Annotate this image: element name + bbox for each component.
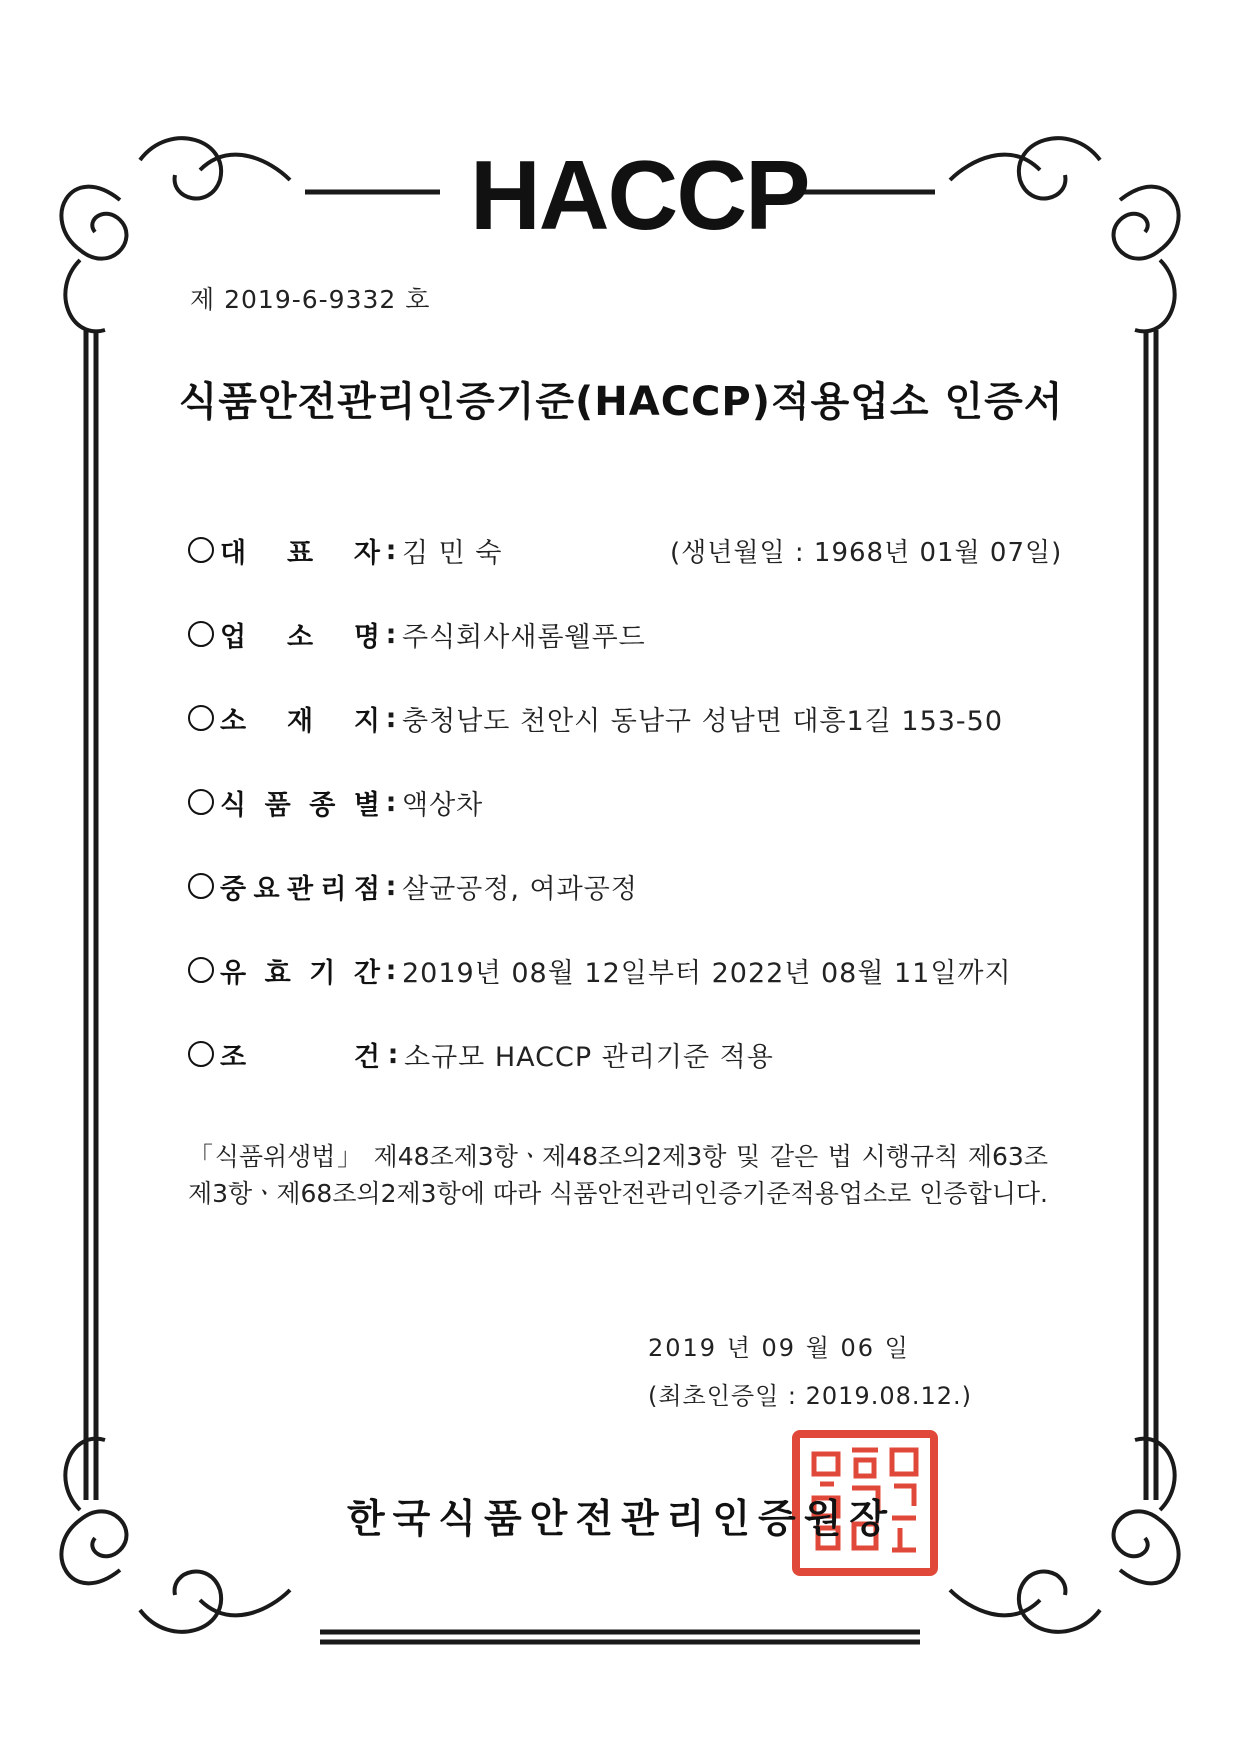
field-label: 소 재 지 bbox=[220, 705, 380, 737]
field-address: 소 재 지 : 충청남도 천안시 동남구 성남면 대흥1길 153-50 bbox=[188, 698, 1003, 738]
field-value: 살균공정, 여과공정 bbox=[402, 873, 638, 905]
circle-bullet-icon bbox=[188, 705, 214, 731]
birth-date: (생년월일 : 1968년 01월 07일) bbox=[670, 538, 1063, 568]
circle-bullet-icon bbox=[188, 537, 214, 563]
field-representative: 대 표 자 : 김 민 숙 bbox=[188, 530, 502, 570]
certificate-title: 식품안전관리인증기준(HACCP)적용업소 인증서 bbox=[178, 379, 1064, 425]
field-label: 업 소 명 bbox=[220, 621, 380, 653]
haccp-badge: HACCP bbox=[470, 140, 809, 250]
field-food-type: 식 품 종 별 : 액상차 bbox=[188, 782, 483, 822]
field-value: 김 민 숙 bbox=[402, 537, 503, 569]
field-value: 액상차 bbox=[402, 789, 484, 821]
circle-bullet-icon bbox=[188, 873, 214, 899]
field-value: 소규모 HACCP 관리기준 적용 bbox=[404, 1041, 774, 1073]
field-label: 조 건 bbox=[220, 1041, 380, 1073]
field-value: 주식회사새롬웰푸드 bbox=[402, 621, 646, 653]
circle-bullet-icon bbox=[188, 1041, 214, 1067]
field-critical-control-point: 중 요 관 리 점 : 살균공정, 여과공정 bbox=[188, 866, 638, 906]
field-value: 충청남도 천안시 동남구 성남면 대흥1길 153-50 bbox=[402, 705, 1004, 737]
field-validity-period: 유 효 기 간 : 2019년 08월 12일부터 2022년 08월 11일까지 bbox=[188, 950, 1012, 990]
field-business-name: 업 소 명 : 주식회사새롬웰푸드 bbox=[188, 614, 646, 654]
field-condition: 조 건 : 소규모 HACCP 관리기준 적용 bbox=[188, 1034, 774, 1074]
field-value: 2019년 08월 12일부터 2022년 08월 11일까지 bbox=[402, 957, 1012, 989]
circle-bullet-icon bbox=[188, 789, 214, 815]
first-certification-date: (최초인증일 : 2019.08.12.) bbox=[648, 1382, 973, 1410]
field-label: 중 요 관 리 점 bbox=[220, 873, 380, 905]
issuing-authority: 한국식품안전관리인증원장 bbox=[346, 1497, 896, 1542]
circle-bullet-icon bbox=[188, 957, 214, 983]
certification-statement: 「식품위생법」 제48조제3항ㆍ제48조의2제3항 및 같은 법 시행규칙 제63조제3항ㆍ제68조의2제3항에 따라 식품안전관리인증기준적용업소로 인증합니다. bbox=[188, 1142, 1048, 1208]
field-label: 대 표 자 bbox=[220, 537, 380, 569]
field-label: 식 품 종 별 bbox=[220, 789, 380, 821]
issue-date: 2019 년 09 월 06 일 bbox=[648, 1334, 910, 1362]
field-label: 유 효 기 간 bbox=[220, 957, 380, 989]
circle-bullet-icon bbox=[188, 621, 214, 647]
certificate-number: 제 2019-6-9332 호 bbox=[190, 285, 431, 314]
